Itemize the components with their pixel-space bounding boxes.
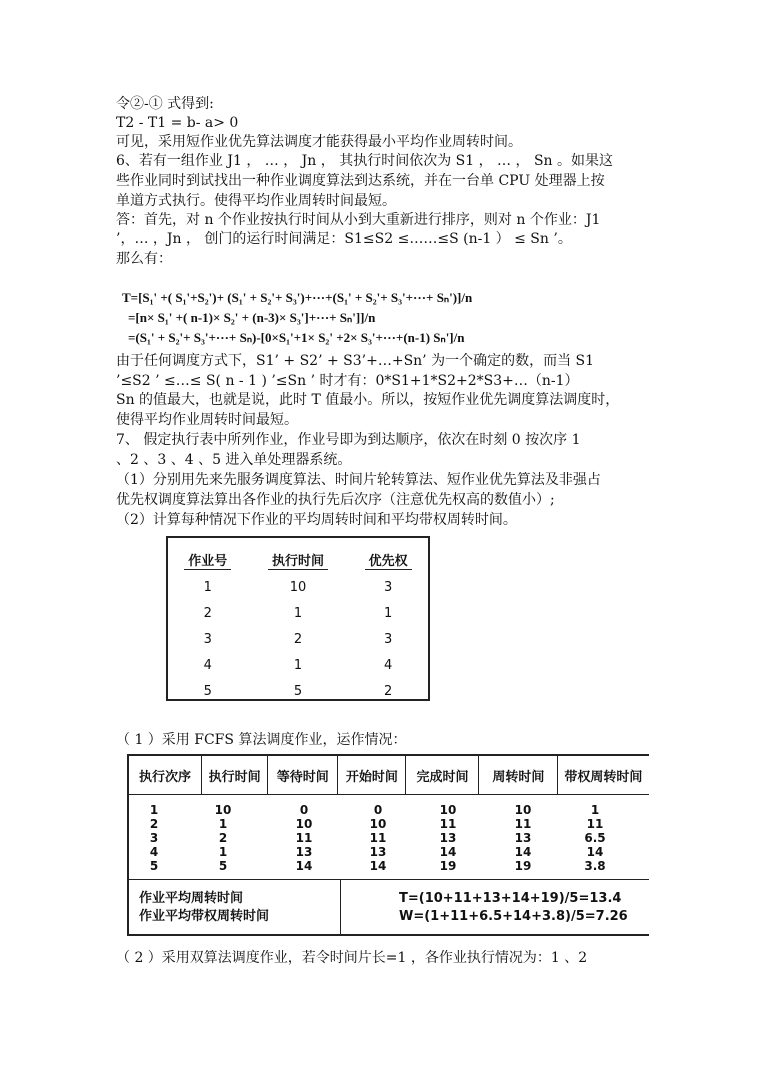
table-cell: 3.8 xyxy=(584,859,606,873)
table-cell: 3 xyxy=(203,631,212,647)
table-cell: 14 xyxy=(295,859,313,873)
table-header: 完成时间 xyxy=(406,756,479,794)
footer-values xyxy=(341,880,628,936)
table-cell: 5 xyxy=(149,859,159,873)
text-line: 使得平均作业周转时间最短。 xyxy=(116,412,298,428)
text-line: 那么有： xyxy=(116,251,172,267)
table-header: 执行时间 xyxy=(202,756,268,794)
equation-line: =[n× S₁' +( n-1)× S₂' + (n-3)× S₃']+···+ Sₙ']]/n xyxy=(128,310,376,325)
table-cell: 6.5 xyxy=(584,831,606,845)
table-cell: 4 xyxy=(149,845,159,859)
rr-caption: （ 2 ）采用双算法调度作业，若令时间片长=1 ，各作业执行情况为：1 、2 xyxy=(116,950,588,966)
text-line: T2 - T1 = b- a> 0 xyxy=(116,115,239,131)
text-line: 些作业同时到试找出一种作业调度算法到达系统，并在一台单 CPU 处理器上按 xyxy=(116,173,605,189)
footer-value: T=(10+11+13+14+19)/5=13.4 xyxy=(399,891,622,906)
table-cell: 1 xyxy=(203,579,212,595)
table-cell: 2 xyxy=(149,817,159,831)
table-cell: 4 xyxy=(203,657,212,673)
table-body xyxy=(129,795,649,880)
table-cell: 1 xyxy=(384,605,393,621)
table-header: 周转时间 xyxy=(479,756,558,794)
text-line: ’，… ，Jn ， 创门的运行时间满足：S1≤S2 ≤……≤S (n-1 ） ≤ Sn ’。 xyxy=(116,231,572,247)
footer-value: W=(1+11+6.5+14+3.8)/5=7.26 xyxy=(399,909,628,924)
table-cell: 2 xyxy=(293,631,303,647)
table-cell: 10 xyxy=(439,803,457,817)
fcfs-table xyxy=(127,754,649,936)
table-cell: 1 xyxy=(218,845,228,859)
text-line: 令②-① 式得到: xyxy=(116,96,214,112)
table-row xyxy=(168,574,428,600)
table-cell: 13 xyxy=(369,845,387,859)
table-header: 作业号 xyxy=(184,550,231,570)
text-line: 优先权调度算法算出各作业的执行先后次序（注意优先权高的数值小）; xyxy=(116,492,555,508)
table-cell: 4 xyxy=(384,657,393,673)
table-cell: 13 xyxy=(514,831,532,845)
table-header: 开始时间 xyxy=(338,756,406,794)
table-cell: 5 xyxy=(218,859,228,873)
footer-label: 作业平均带权周转时间 xyxy=(139,909,270,924)
table-header: 等待时间 xyxy=(268,756,338,794)
table-header: 执行时间 xyxy=(268,550,328,570)
text-line: ’≤S2 ’ ≤…≤ S( n - 1 ) ’≤Sn ’ 时才有：0*S1+1*S2+2*S3+…（n-1） xyxy=(116,373,579,389)
table-row xyxy=(168,652,428,678)
table-cell: 11 xyxy=(439,817,457,831)
table-header: 执行次序 xyxy=(129,756,202,794)
table-row xyxy=(168,626,428,652)
table-cell: 5 xyxy=(293,683,303,699)
text-line: 单道方式执行。使得平均作业周转时间最短。 xyxy=(116,193,396,209)
table-cell: 0 xyxy=(299,803,309,817)
table-cell: 2 xyxy=(203,605,212,621)
table-cell: 10 xyxy=(214,803,232,817)
table-cell: 11 xyxy=(295,831,313,845)
table-column xyxy=(129,803,179,879)
table-column xyxy=(267,803,341,879)
table-cell: 14 xyxy=(514,845,532,859)
table-cell: 13 xyxy=(295,845,313,859)
text-line: （1）分别用先来先服务调度算法、时间片轮转算法、短作业优先算法及非强占 xyxy=(116,472,601,488)
text-line: 可见，采用短作业优先算法调度才能获得最小平均作业周转时间。 xyxy=(116,134,522,150)
text-line: 答：首先，对 n 个作业按执行时间从小到大重新进行排序，则对 n 个作业：J1 xyxy=(116,212,601,228)
table-cell: 11 xyxy=(369,831,387,845)
table-row xyxy=(168,678,428,704)
footer-labels xyxy=(129,880,341,936)
table-cell: 1 xyxy=(590,803,600,817)
text-line: 、2 、3 、4 、5 进入单处理器系统。 xyxy=(116,452,352,468)
table-header: 优先权 xyxy=(365,550,412,570)
text-line: 由于任何调度方式下，S1’ + S2’ + S3’+…+Sn’ 为一个确定的数，而当 S1 xyxy=(116,353,595,369)
table-column xyxy=(415,803,481,879)
footer-label: 作业平均周转时间 xyxy=(139,891,244,906)
table-footer xyxy=(129,880,649,936)
table-cell: 10 xyxy=(289,579,307,595)
table-cell: 14 xyxy=(369,859,387,873)
table-cell: 3 xyxy=(149,831,159,845)
table-cell: 14 xyxy=(439,845,457,859)
table-column xyxy=(481,803,565,879)
table-cell: 11 xyxy=(514,817,532,831)
table-cell: 10 xyxy=(369,817,387,831)
table-cell: 5 xyxy=(203,683,212,699)
table-cell: 2 xyxy=(384,683,393,699)
table-cell: 1 xyxy=(149,803,159,817)
table-header-row xyxy=(129,756,649,795)
table-cell: 1 xyxy=(293,657,303,673)
table-cell: 1 xyxy=(218,817,228,831)
text-line: 6、若有一组作业 J1 ， … ， Jn ， 其执行时间依次为 S1 ， … ， Sn 。如果这 xyxy=(116,153,614,169)
text-line: （2）计算每种情况下作业的平均周转时间和平均带权周转时间。 xyxy=(116,512,517,528)
table-cell: 19 xyxy=(439,859,457,873)
table-column xyxy=(565,803,625,879)
table-cell: 19 xyxy=(514,859,532,873)
fcfs-caption: （ 1 ）采用 FCFS 算法调度作业，运作情况： xyxy=(116,732,407,748)
table-cell: 2 xyxy=(218,831,228,845)
table-column xyxy=(179,803,267,879)
table-cell: 10 xyxy=(295,817,313,831)
table-cell: 0 xyxy=(373,803,383,817)
table-row xyxy=(168,600,428,626)
table-cell: 14 xyxy=(586,845,604,859)
table-cell: 13 xyxy=(439,831,457,845)
equation-line: T=[S₁' +( S₁'+S₂')+ (S₁' + S₂'+ S₃')+···+(S₁' + S₂'+ S₃'+···+ Sₙ')]/n xyxy=(122,290,473,305)
table-header: 带权周转时间 xyxy=(564,769,643,785)
table-cell: 1 xyxy=(293,605,303,621)
job-table xyxy=(166,536,430,701)
table-cell: 3 xyxy=(384,579,393,595)
text-line: Sn 的值最大，也就是说，此时 T 值最小。所以，按短作业优先调度算法调度时， xyxy=(116,392,620,408)
table-cell: 10 xyxy=(514,803,532,817)
table-cell: 3 xyxy=(384,631,393,647)
text-line: 7、 假定执行表中所列作业，作业号即为到达顺序，依次在时刻 0 按次序 1 xyxy=(116,432,581,448)
table-cell: 11 xyxy=(586,817,604,831)
table-column xyxy=(341,803,415,879)
equation-line: =(S₁' + S₂'+ S₃'+···+ Sₙ)-[0×S₁'+1× S₂' +2× S₃'+···+(n-1) Sₙ']/n xyxy=(128,330,465,345)
